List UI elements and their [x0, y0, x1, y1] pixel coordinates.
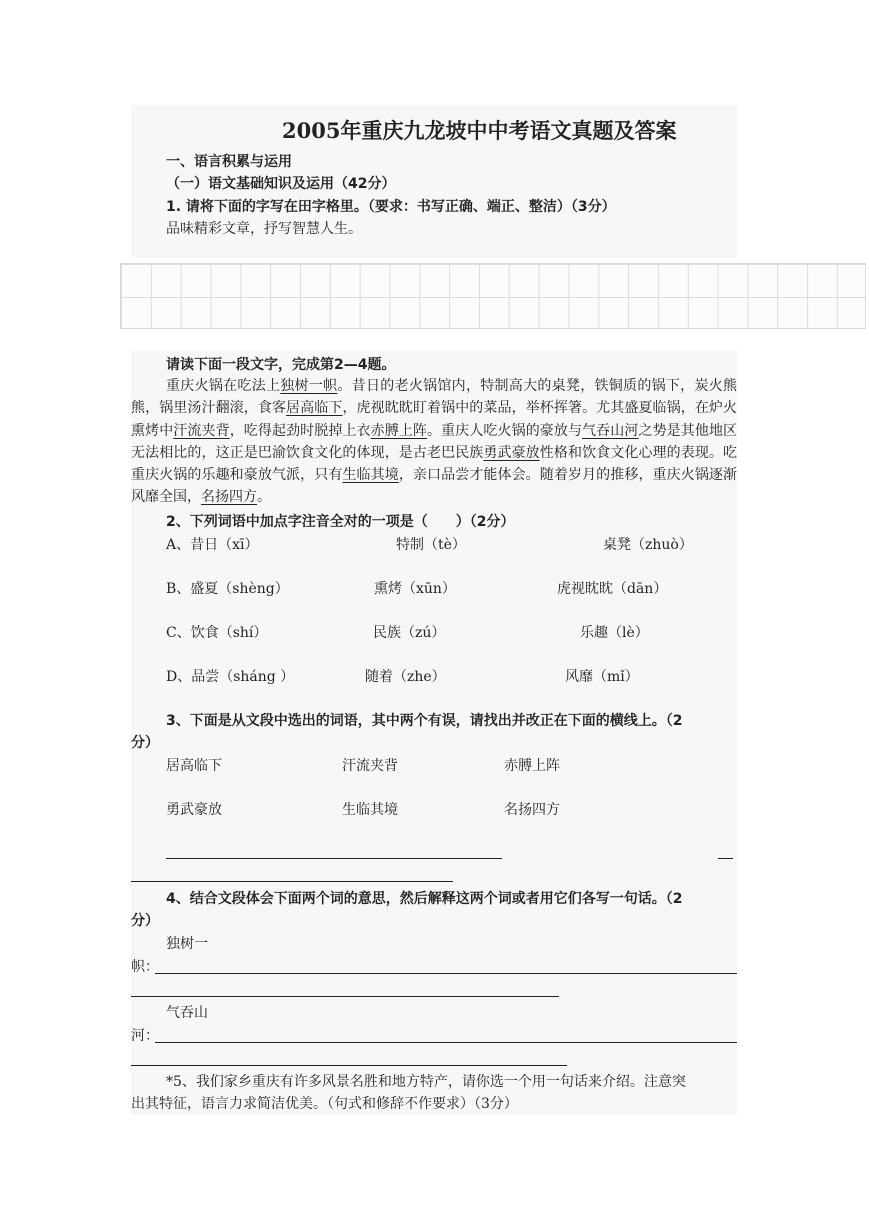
- option-a-3: 桌凳（zhuò）: [603, 537, 693, 553]
- word-3: 赤膊上阵: [504, 758, 560, 774]
- underlined-word: 名扬四方: [201, 489, 257, 506]
- answer-line[interactable]: [131, 881, 453, 882]
- question-2-prompt: 2、下列词语中加点字注音全对的一项是（ ）（2分）: [166, 514, 515, 530]
- section-subheading: （一）语文基础知识及运用（42分）: [166, 176, 396, 192]
- question-5-prompt-cont: 出其特征，语言力求简洁优美。（句式和修辞不作要求）（3分）: [131, 1096, 518, 1112]
- question-3-prompt: 3、下面是从文段中选出的词语，其中两个有误，请找出并改正在下面的横线上。（2: [166, 713, 683, 729]
- option-b-2: 熏烤（xūn）: [374, 581, 456, 597]
- underlined-word: 勇武豪放: [483, 444, 540, 461]
- answer-line[interactable]: [155, 1042, 737, 1043]
- question-5-prompt: *5、我们家乡重庆有许多风景名胜和地方特产，请你选一个用一句话来介绍。注意突: [166, 1074, 686, 1090]
- option-c-3: 乐趣（lè）: [580, 625, 649, 641]
- underlined-word: 生临其境: [342, 467, 399, 484]
- option-b-1[interactable]: B、盛夏（shèng）: [166, 581, 289, 597]
- underlined-word: 居高临下: [286, 400, 343, 417]
- word-label: 河：: [131, 1028, 159, 1044]
- underlined-word: 汗流夹背: [173, 422, 230, 439]
- question-4-prompt-cont: 分）: [131, 913, 159, 929]
- answer-line[interactable]: [131, 1065, 567, 1066]
- word-1: 居高临下: [166, 758, 222, 774]
- answer-line[interactable]: [155, 973, 737, 974]
- option-a-2: 特制（tè）: [396, 537, 466, 553]
- word-6: 名扬四方: [504, 802, 560, 818]
- answer-line[interactable]: [718, 858, 733, 859]
- reading-intro: 请读下面一段文字，完成第2—4题。: [166, 357, 396, 373]
- option-d-1[interactable]: D、品尝（sháng ）: [166, 669, 295, 685]
- underlined-word: 独树一帜: [280, 378, 338, 394]
- option-d-3: 风靡（mǐ）: [565, 669, 639, 685]
- word-label: 气吞山: [166, 1005, 208, 1021]
- writing-grid[interactable]: [120, 263, 866, 329]
- answer-line[interactable]: [131, 996, 559, 997]
- word-4: 勇武豪放: [166, 802, 222, 818]
- answer-line[interactable]: [166, 858, 502, 859]
- underlined-word: 气吞山河: [582, 422, 639, 439]
- question-1-prompt: 1. 请将下面的字写在田字格里。（要求：书写正确、端正、整洁）（3分）: [166, 199, 616, 215]
- word-5: 生临其境: [342, 802, 398, 818]
- option-c-1[interactable]: C、饮食（shí）: [166, 625, 268, 641]
- question-4-prompt: 4、结合文段体会下面两个词的意思，然后解释这两个词或者用它们各写一句话。（2: [166, 891, 683, 907]
- word-2: 汗流夹背: [342, 758, 398, 774]
- option-b-3: 虎视眈眈（dān）: [557, 581, 668, 597]
- reading-passage: 重庆火锅在吃法上独树一帜。昔日的老火锅馆内，特制高大的桌凳，铁铜质的锅下，炭火熊熊，锅里汤汁翻滚，食客居高临下，虎视眈眈盯着锅中的菜品，举杯挥箸。尤其盛夏临锅，在炉火熏烤中汗流夹背，吃得起劲时脱掉上衣赤膊上阵。重庆人吃火锅的豪放与气吞山河之势是其他地区无法相比的，这正是巴渝饮食文化的体现，是古老巴民族勇武豪放性格和饮食文化心理的表现。吃重庆火锅的乐趣和豪放气派，只有生临其境，亲口品尝才能体会。随着岁月的推移，重庆火锅逐渐风靡全国，名扬四方。: [131, 378, 738, 506]
- word-label: 独树一: [166, 936, 208, 952]
- question-3-prompt-cont: 分）: [131, 735, 159, 751]
- option-c-2: 民族（zú）: [373, 625, 446, 641]
- option-a-1[interactable]: A、昔日（xī）: [166, 537, 259, 553]
- question-1-text: 品味精彩文章，抒写智慧人生。: [166, 221, 362, 237]
- option-d-2: 随着（zhe）: [365, 669, 446, 685]
- underlined-word: 赤膊上阵: [370, 422, 428, 439]
- word-label: 帜：: [131, 959, 159, 975]
- page-title: 2005年重庆九龙坡中中考语文真题及答案: [282, 118, 677, 143]
- section-heading: 一、语言积累与运用: [166, 154, 292, 170]
